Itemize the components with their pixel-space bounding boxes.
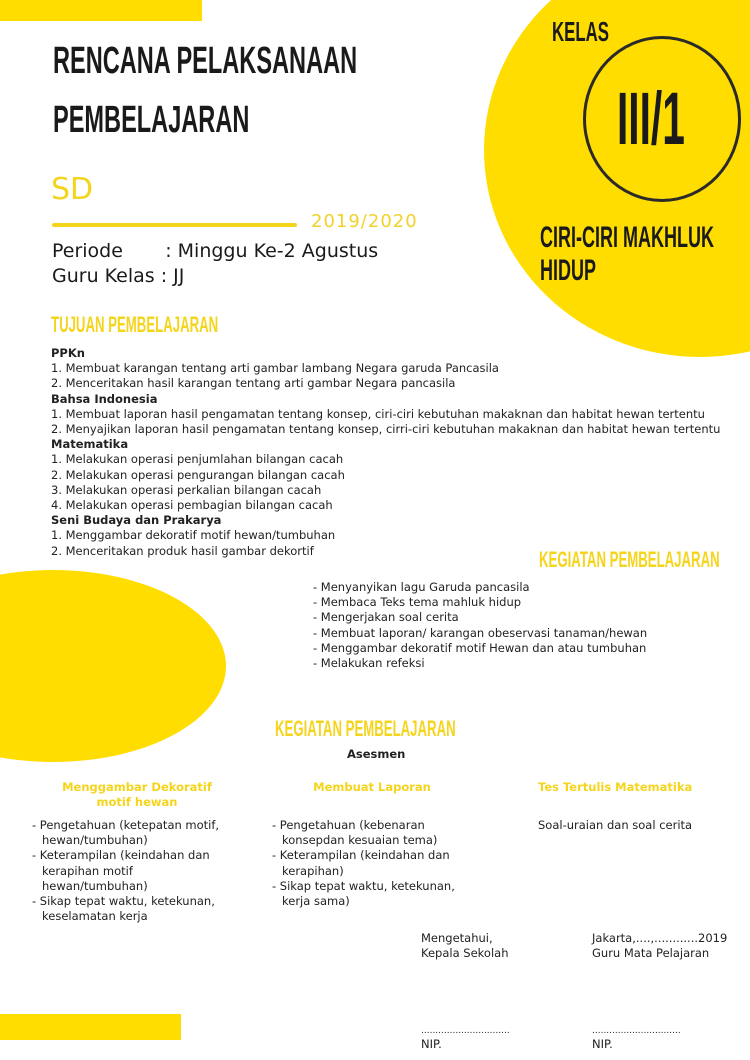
top-accent-bar [0,0,202,21]
list-item: 2. Menceritakan hasil karangan tentang arti gambar Negara pancasila [51,376,456,391]
subject-sbdp: Seni Budaya dan Prakarya [51,513,222,528]
subject-ppkn: PPKn [51,346,85,360]
signature-right [592,931,727,1053]
list-item: 2. Melakukan operasi pengurangan bilangan cacah [51,467,345,482]
assessment-item: - Pengetahuan (ketepatan motif, hewan/tumbuhan) [32,818,220,848]
theme-line1: CIRI-CIRI MAKHLUK [540,221,714,254]
asesmen-subheading: Asesmen [347,747,406,761]
school-year: 2019/2020 [311,211,418,232]
asesmen-column-1 [32,780,242,924]
teacher-info: Guru Kelas : JJ [52,265,185,287]
school-level: SD [51,172,94,207]
left-yellow-ellipse [0,570,226,762]
list-item: 2. Menceritakan produk hasil gambar dekortif [51,543,314,558]
activity-item: - Menyanyikan lagu Garuda pancasila [313,580,530,594]
tujuan-list [51,346,720,559]
column-title: Membuat Laporan [313,780,431,794]
kegiatan-heading: KEGIATAN PEMBELAJARAN [539,547,720,572]
theme-line2: HIDUP [540,254,597,287]
activity-item: - Mengerjakan soal cerita [313,610,459,625]
list-item: 3. Melakukan operasi perkalian bilangan cacah [51,482,322,497]
list-item: 1. Membuat laporan hasil pengamatan tentang konsep, ciri-ciri kebutuhan makaknan dan habitat hewan tertentu [51,406,705,421]
sig-right-dots: ............................... [592,1026,681,1037]
column-title: Menggambar Dekoratif [62,780,212,794]
column-body [32,818,242,924]
assessment-item: - Sikap tepat waktu, ketekunan, keselamatan kerja [32,894,215,924]
subject-bahasa-indonesia: Bahsa Indonesia [51,391,158,406]
page-title-line1: RENCANA PELAKSANAAN [53,40,358,82]
list-item: 4. Melakukan operasi pembagian bilangan cacah [51,498,333,513]
column-body [538,818,738,833]
kelas-value: III/1 [617,77,685,160]
asesmen-column-2 [272,780,472,909]
asesmen-column-3 [538,780,738,833]
sig-right-nip: NIP. [592,1037,613,1052]
assessment-item: - Sikap tepat waktu, ketekunan, kerja sama) [272,878,455,909]
bottom-accent-bar [0,1014,181,1040]
activity-item: - Melakukan refeksi [313,656,425,671]
activity-item: - Menggambar dekoratif motif Hewan dan atau tumbuhan [313,640,647,655]
list-item: 1. Melakukan operasi penjumlahan bilangan cacah [51,452,344,467]
sig-right-line1: Jakarta,....,............2019 [592,931,728,945]
activity-item: - Membuat laporan/ karangan obeservasi tanaman/hewan [313,625,648,640]
kegiatan-list [313,580,647,671]
signature-left [421,931,510,1053]
sig-left-line1: Mengetahui, [421,931,493,945]
column-title: Tes Tertulis Matematika [538,780,693,794]
subject-matematika: Matematika [51,437,129,452]
year-divider-line [52,223,297,227]
column-body [272,818,472,909]
sig-left-dots: ............................... [421,1026,510,1037]
sig-left-nip: NIP. [421,1037,442,1052]
assessment-item: Soal-uraian dan soal cerita [538,818,693,832]
asesmen-section-heading: KEGIATAN PEMBELAJARAN [275,716,456,741]
list-item: 2. Menyajikan laporan hasil pengamatan tentang konsep, cirri-ciri kebutuhan makaknan dan habitat hewan tertentu [51,422,721,437]
list-item: 1. Membuat karangan tentang arti gambar lambang Negara garuda Pancasila [51,361,499,376]
period-info: Periode : Minggu Ke-2 Agustus [52,240,379,262]
page-title-line2: PEMBELAJARAN [53,99,250,141]
assessment-item: - Keterampilan (keindahan dan kerapihan) [272,848,450,878]
sig-left-line2: Kepala Sekolah [421,946,509,961]
sig-right-line2: Guru Mata Pelajaran [592,946,710,961]
list-item: 1. Menggambar dekoratif motif hewan/tumbuhan [51,528,336,543]
assessment-item: - Pengetahuan (kebenaran konsepdan kesuaian tema) [272,818,438,848]
assessment-item: - Keterampilan (keindahan dan kerapihan motif hewan/tumbuhan) [32,848,210,893]
column-title-line2: motif hewan [96,795,178,809]
kelas-label: KELAS [552,16,609,47]
activity-item: - Membaca Teks tema mahluk hidup [313,595,522,610]
tujuan-heading: TUJUAN PEMBELAJARAN [51,312,219,337]
